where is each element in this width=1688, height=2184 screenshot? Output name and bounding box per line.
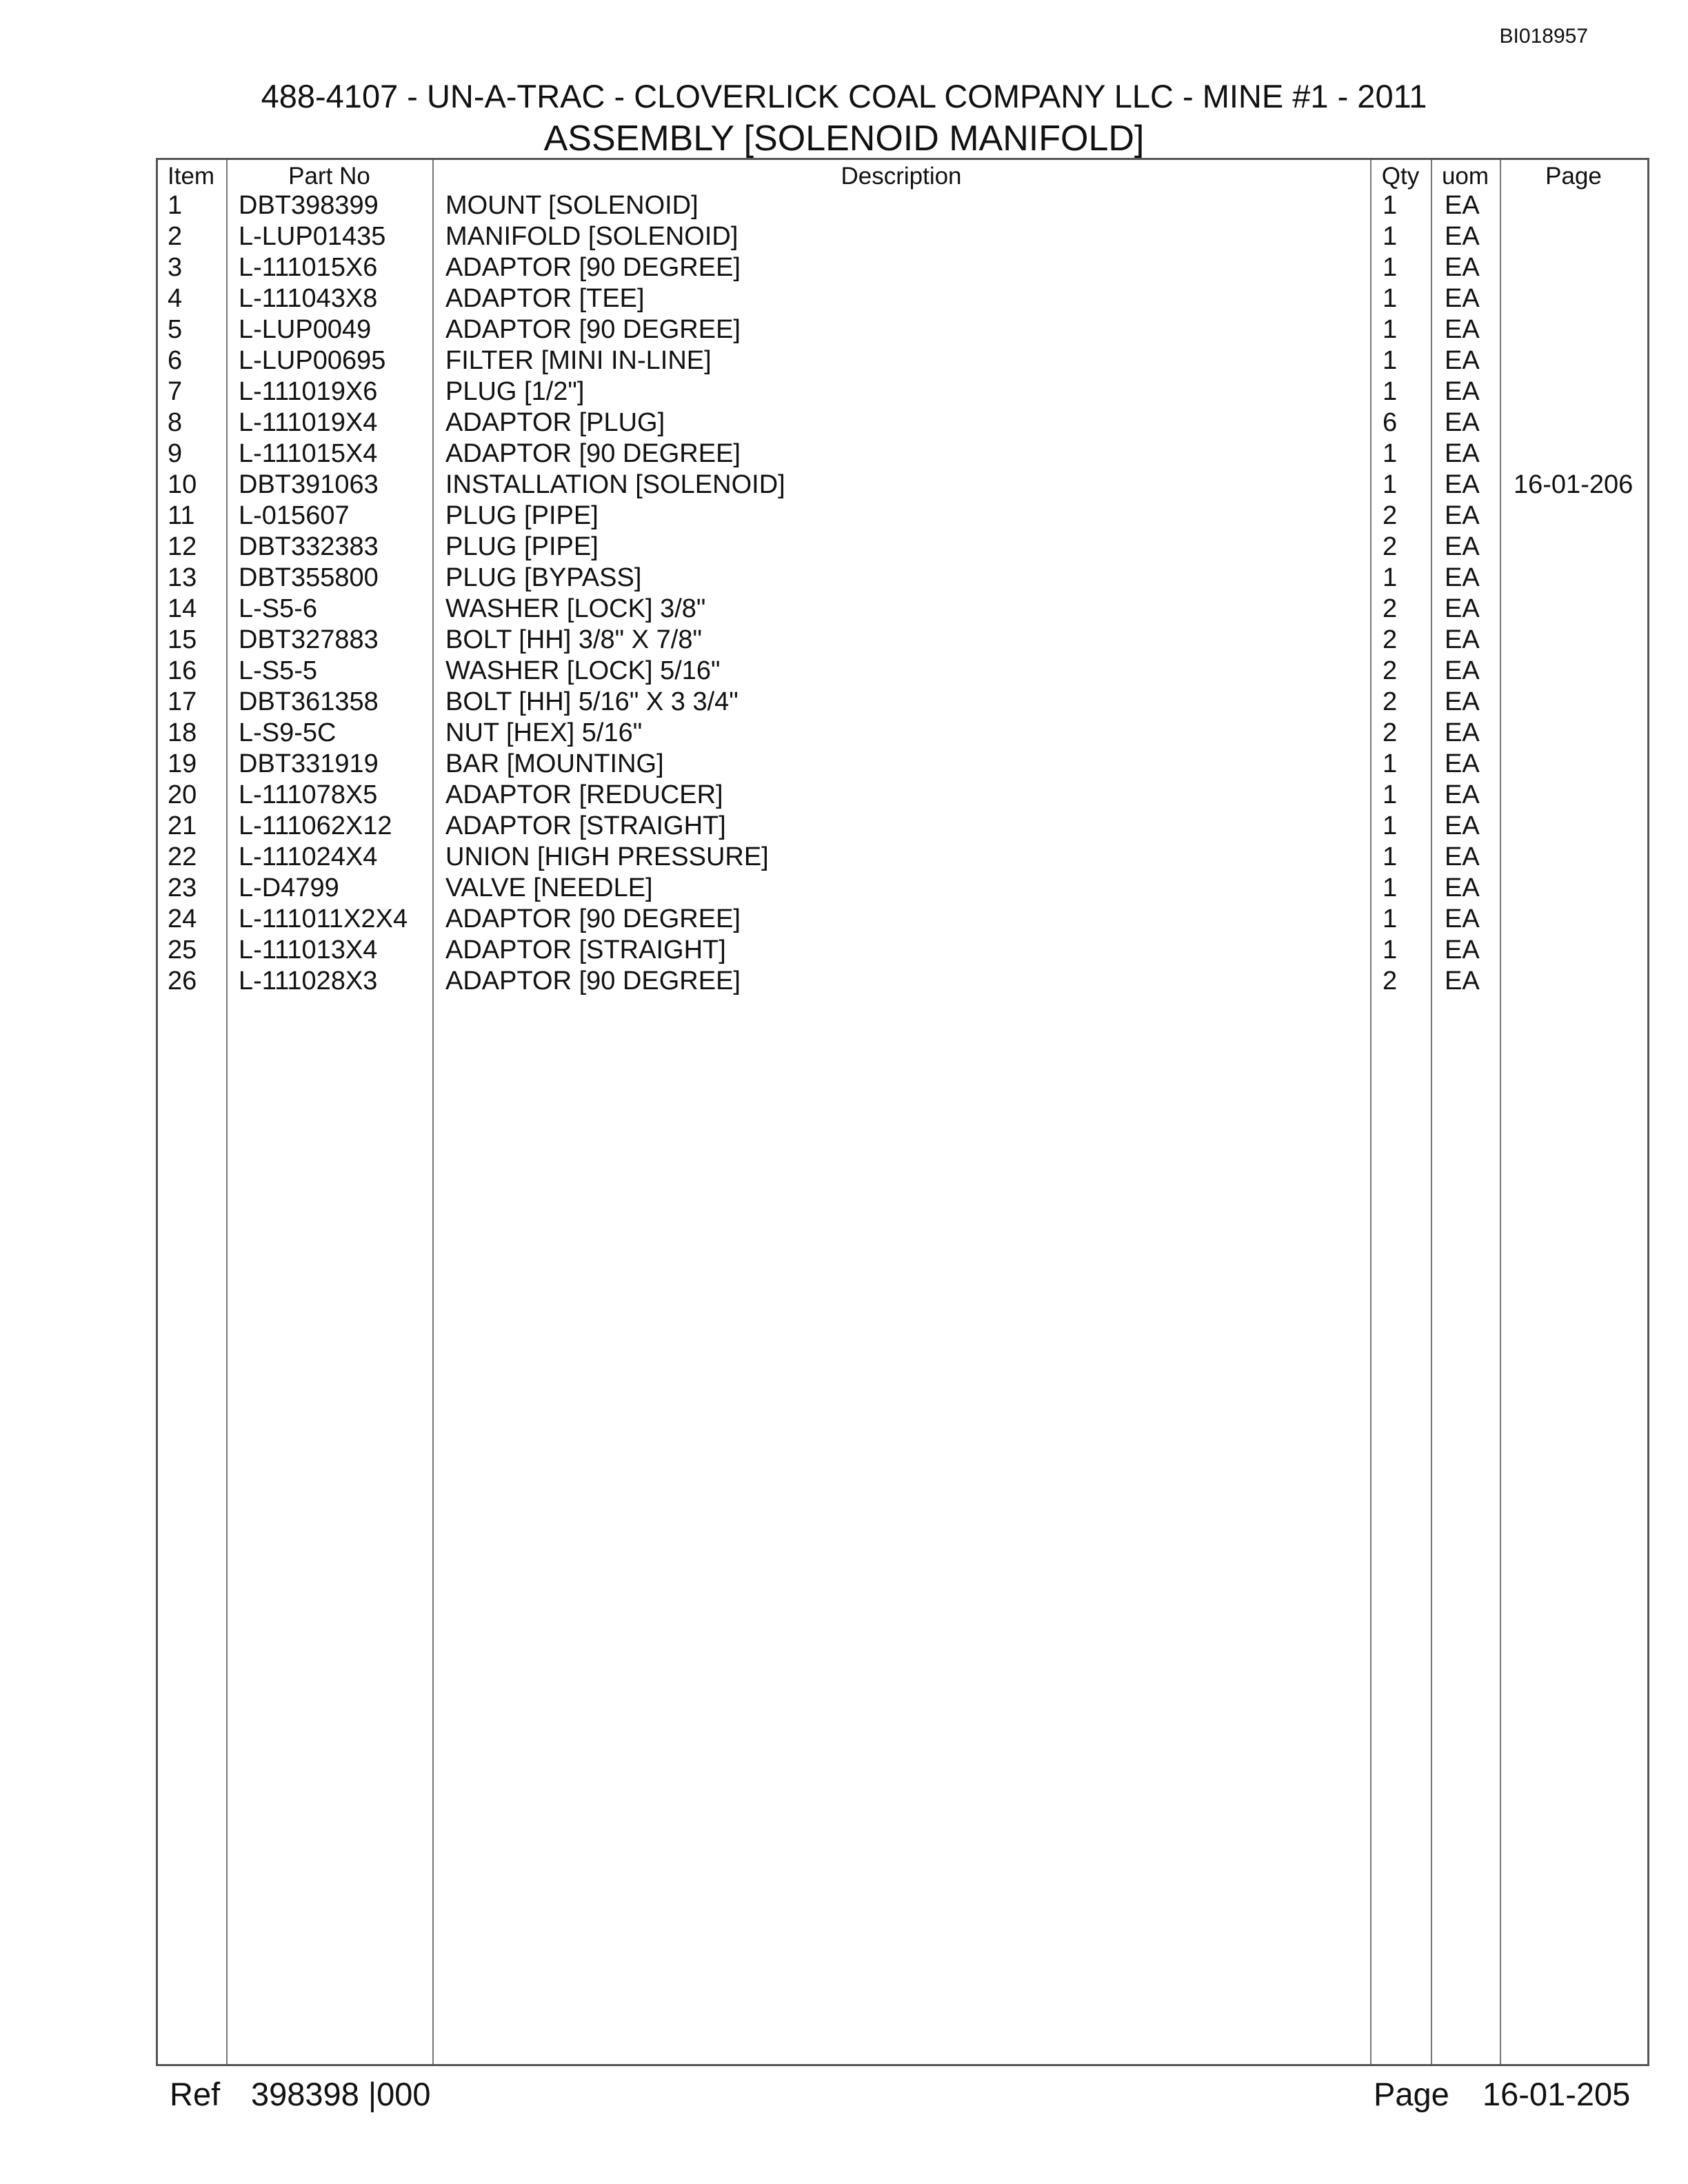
cell-item: 20 <box>168 780 197 809</box>
cell-item: 6 <box>168 346 183 375</box>
cell-qty: 1 <box>1383 439 1398 468</box>
cell-qty: 1 <box>1383 811 1398 840</box>
page-title: 488-4107 - UN-A-TRAC - CLOVERLICK COAL COMPANY LLC - MINE #1 - 2011 <box>261 78 1427 114</box>
cell-description: VALVE [NEEDLE] <box>445 873 653 902</box>
cell-item: 3 <box>168 253 183 282</box>
cell-item: 5 <box>168 315 183 344</box>
cell-item: 12 <box>168 532 197 561</box>
cell-description: PLUG [PIPE] <box>445 501 599 530</box>
cell-qty: 1 <box>1383 315 1398 344</box>
cell-qty: 2 <box>1383 718 1398 747</box>
cell-item: 22 <box>168 842 197 871</box>
cell-uom: EA <box>1445 594 1480 623</box>
cell-qty: 2 <box>1383 687 1398 716</box>
table-row <box>158 780 1647 811</box>
cell-item: 13 <box>168 563 197 592</box>
cell-description: ADAPTOR [REDUCER] <box>445 780 723 809</box>
cell-uom: EA <box>1445 780 1480 809</box>
cell-description: PLUG [BYPASS] <box>445 563 642 592</box>
cell-uom: EA <box>1445 625 1480 654</box>
parts-table <box>156 158 1649 2066</box>
cell-uom: EA <box>1445 811 1480 840</box>
cell-part-no: L-111062X12 <box>239 811 392 840</box>
cell-qty: 1 <box>1383 749 1398 778</box>
header-item: Item <box>168 163 215 190</box>
cell-part-no: L-D4799 <box>239 873 339 902</box>
cell-uom: EA <box>1445 470 1480 499</box>
cell-qty: 2 <box>1383 501 1398 530</box>
table-row <box>158 656 1647 687</box>
cell-description: UNION [HIGH PRESSURE] <box>445 842 769 871</box>
cell-uom: EA <box>1445 749 1480 778</box>
cell-part-no: L-111024X4 <box>239 842 378 871</box>
cell-qty: 1 <box>1383 377 1398 406</box>
cell-description: PLUG [1/2"] <box>445 377 585 406</box>
table-row <box>158 345 1647 376</box>
cell-item: 18 <box>168 718 197 747</box>
table-row <box>158 904 1647 935</box>
cell-uom: EA <box>1445 501 1480 530</box>
cell-uom: EA <box>1445 873 1480 902</box>
table-row <box>158 594 1647 625</box>
table-row <box>158 283 1647 314</box>
cell-qty: 1 <box>1383 563 1398 592</box>
document-id: BI018957 <box>1499 25 1588 48</box>
cell-uom: EA <box>1445 377 1480 406</box>
cell-qty: 1 <box>1383 470 1398 499</box>
cell-item: 9 <box>168 439 183 468</box>
cell-part-no: L-S5-6 <box>239 594 318 623</box>
table-row <box>158 687 1647 718</box>
cell-description: MANIFOLD [SOLENOID] <box>445 222 738 251</box>
cell-part-no: L-111015X6 <box>239 253 378 282</box>
cell-uom: EA <box>1445 191 1480 220</box>
page-label: Page <box>1374 2076 1449 2112</box>
cell-item: 16 <box>168 656 197 685</box>
cell-qty: 2 <box>1383 625 1398 654</box>
cell-qty: 1 <box>1383 222 1398 251</box>
cell-qty: 1 <box>1383 253 1398 282</box>
cell-item: 24 <box>168 904 197 933</box>
cell-qty: 1 <box>1383 873 1398 902</box>
table-row <box>158 501 1647 532</box>
cell-part-no: L-111019X6 <box>239 377 378 406</box>
cell-uom: EA <box>1445 408 1480 437</box>
cell-part-no: L-LUP0049 <box>239 315 372 344</box>
cell-uom: EA <box>1445 563 1480 592</box>
cell-description: BAR [MOUNTING] <box>445 749 664 778</box>
cell-part-no: DBT332383 <box>239 532 379 561</box>
cell-part-no: DBT355800 <box>239 563 379 592</box>
table-row <box>158 252 1647 283</box>
cell-qty: 6 <box>1383 408 1398 437</box>
cell-uom: EA <box>1445 656 1480 685</box>
cell-qty: 2 <box>1383 532 1398 561</box>
table-row <box>158 376 1647 407</box>
cell-item: 8 <box>168 408 183 437</box>
page-value: 16-01-205 <box>1483 2076 1631 2112</box>
cell-item: 4 <box>168 284 183 313</box>
cell-description: PLUG [PIPE] <box>445 532 599 561</box>
cell-description: ADAPTOR [90 DEGREE] <box>445 253 741 282</box>
cell-part-no: L-111028X3 <box>239 967 378 995</box>
table-row <box>158 407 1647 438</box>
cell-uom: EA <box>1445 253 1480 282</box>
cell-part-no: L-111078X5 <box>239 780 378 809</box>
cell-page: 16-01-206 <box>1514 470 1634 499</box>
cell-qty: 1 <box>1383 780 1398 809</box>
cell-qty: 2 <box>1383 656 1398 685</box>
cell-item: 23 <box>168 873 197 902</box>
cell-qty: 1 <box>1383 842 1398 871</box>
cell-part-no: L-015607 <box>239 501 350 530</box>
cell-item: 19 <box>168 749 197 778</box>
table-row <box>158 873 1647 904</box>
cell-part-no: L-S9-5C <box>239 718 336 747</box>
cell-uom: EA <box>1445 967 1480 995</box>
cell-uom: EA <box>1445 687 1480 716</box>
cell-part-no: DBT398399 <box>239 191 379 220</box>
table-row <box>158 314 1647 345</box>
ref-value: 398398 |000 <box>251 2076 431 2112</box>
assembly-title: ASSEMBLY [SOLENOID MANIFOLD] <box>543 119 1145 159</box>
table-row <box>158 532 1647 563</box>
cell-description: MOUNT [SOLENOID] <box>445 191 699 220</box>
cell-part-no: L-111043X8 <box>239 284 378 313</box>
cell-part-no: L-S5-5 <box>239 656 318 685</box>
header-uom: uom <box>1441 163 1489 190</box>
table-row <box>158 625 1647 656</box>
table-row <box>158 811 1647 842</box>
cell-description: ADAPTOR [STRAIGHT] <box>445 811 726 840</box>
cell-uom: EA <box>1445 532 1480 561</box>
cell-description: FILTER [MINI IN-LINE] <box>445 346 712 375</box>
cell-uom: EA <box>1445 842 1480 871</box>
cell-part-no: L-111015X4 <box>239 439 378 468</box>
table-row <box>158 842 1647 873</box>
cell-part-no: DBT331919 <box>239 749 379 778</box>
cell-item: 25 <box>168 936 197 964</box>
cell-description: ADAPTOR [90 DEGREE] <box>445 315 741 344</box>
table-body <box>158 190 1647 997</box>
table-row <box>158 563 1647 594</box>
cell-part-no: DBT361358 <box>239 687 379 716</box>
table-row <box>158 190 1647 221</box>
cell-qty: 1 <box>1383 284 1398 313</box>
cell-item: 21 <box>168 811 197 840</box>
cell-item: 7 <box>168 377 183 406</box>
cell-description: ADAPTOR [PLUG] <box>445 408 665 437</box>
cell-uom: EA <box>1445 936 1480 964</box>
cell-item: 2 <box>168 222 183 251</box>
cell-part-no: L-LUP00695 <box>239 346 386 375</box>
cell-description: ADAPTOR [90 DEGREE] <box>445 904 741 933</box>
cell-uom: EA <box>1445 904 1480 933</box>
cell-qty: 1 <box>1383 904 1398 933</box>
cell-part-no: L-111013X4 <box>239 936 378 964</box>
table-row <box>158 935 1647 966</box>
cell-part-no: DBT327883 <box>239 625 379 654</box>
cell-uom: EA <box>1445 346 1480 375</box>
cell-part-no: L-LUP01435 <box>239 222 386 251</box>
table-row <box>158 469 1647 501</box>
cell-qty: 2 <box>1383 594 1398 623</box>
cell-item: 11 <box>168 501 195 530</box>
table-row <box>158 749 1647 780</box>
cell-item: 10 <box>168 470 197 499</box>
cell-item: 14 <box>168 594 197 623</box>
cell-qty: 1 <box>1383 936 1398 964</box>
cell-qty: 2 <box>1383 967 1398 995</box>
cell-uom: EA <box>1445 315 1480 344</box>
cell-description: WASHER [LOCK] 3/8" <box>445 594 706 623</box>
table-row <box>158 438 1647 469</box>
cell-description: NUT [HEX] 5/16" <box>445 718 643 747</box>
cell-qty: 1 <box>1383 191 1398 220</box>
cell-uom: EA <box>1445 718 1480 747</box>
table-row <box>158 221 1647 252</box>
table-row <box>158 718 1647 749</box>
header-part-no: Part No <box>288 163 370 190</box>
header-page: Page <box>1545 163 1602 190</box>
cell-uom: EA <box>1445 222 1480 251</box>
cell-description: BOLT [HH] 3/8" X 7/8" <box>445 625 702 654</box>
cell-part-no: DBT391063 <box>239 470 379 499</box>
cell-description: WASHER [LOCK] 5/16" <box>445 656 721 685</box>
cell-description: ADAPTOR [STRAIGHT] <box>445 936 726 964</box>
cell-item: 1 <box>168 191 183 220</box>
cell-item: 17 <box>168 687 197 716</box>
header-qty: Qty <box>1381 163 1420 190</box>
table-row <box>158 966 1647 997</box>
cell-qty: 1 <box>1383 346 1398 375</box>
cell-description: INSTALLATION [SOLENOID] <box>445 470 785 499</box>
cell-item: 15 <box>168 625 197 654</box>
header-description: Description <box>841 163 962 190</box>
cell-uom: EA <box>1445 284 1480 313</box>
cell-uom: EA <box>1445 439 1480 468</box>
cell-description: ADAPTOR [90 DEGREE] <box>445 967 741 995</box>
ref-label: Ref <box>170 2076 221 2112</box>
cell-part-no: L-111011X2X4 <box>239 904 408 933</box>
cell-description: BOLT [HH] 5/16" X 3 3/4" <box>445 687 738 716</box>
cell-description: ADAPTOR [90 DEGREE] <box>445 439 741 468</box>
cell-description: ADAPTOR [TEE] <box>445 284 645 313</box>
cell-part-no: L-111019X4 <box>239 408 378 437</box>
cell-item: 26 <box>168 967 197 995</box>
